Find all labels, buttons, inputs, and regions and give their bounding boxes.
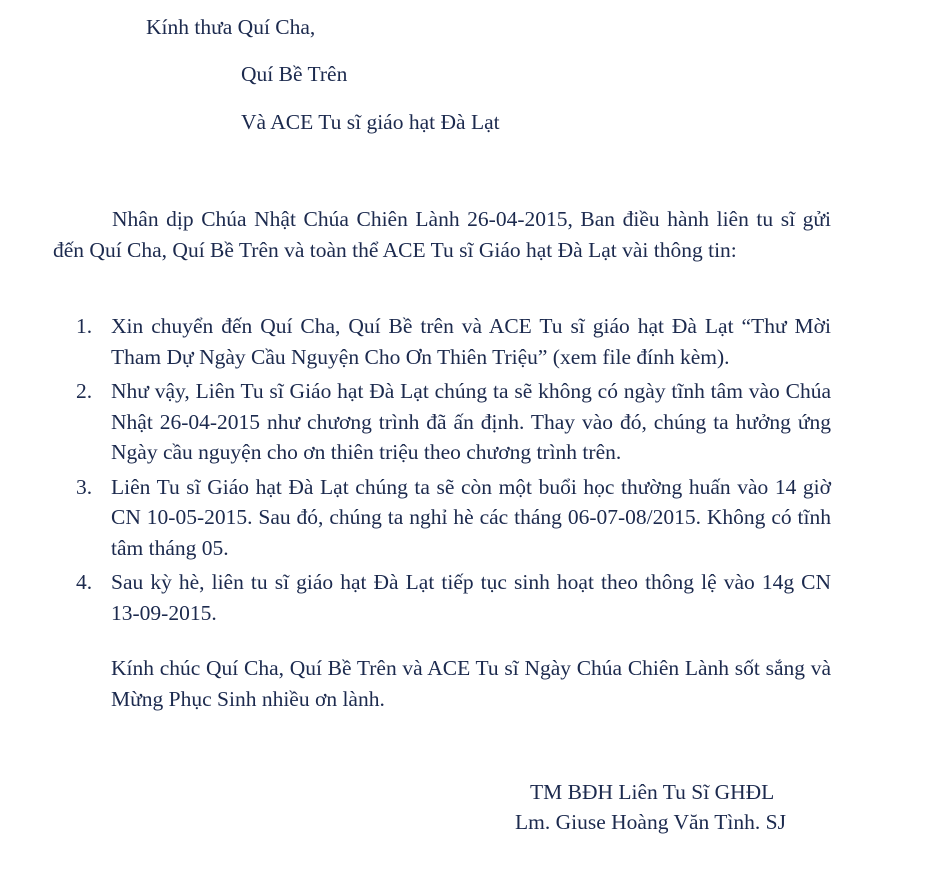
list-item-number: 1.: [76, 314, 93, 338]
list-item: [76, 311, 831, 372]
list-item-text: Sau kỳ hè, liên tu sĩ giáo hạt Đà Lạt tiếp tục sinh hoạt theo thông lệ vào 14g CN 13-09-2015.: [111, 570, 831, 625]
closing-paragraph: Kính chúc Quí Cha, Quí Bề Trên và ACE Tu sĩ Ngày Chúa Chiên Lành sốt sắng và Mừng Phục Sinh nhiều ơn lành.: [111, 656, 831, 711]
intro-paragraph: Nhân dịp Chúa Nhật Chúa Chiên Lành 26-04-2015, Ban điều hành liên tu sĩ gửi đến Quí Cha, Quí Bề Trên và toàn thể ACE Tu sĩ Giáo hạt Đà Lạt vài thông tin:: [53, 207, 831, 262]
list-item-text: Xin chuyển đến Quí Cha, Quí Bề trên và ACE Tu sĩ giáo hạt Đà Lạt “Thư Mời Tham Dự Ngày Cầu Nguyện Cho Ơn Thiên Triệu” (xem file đính kèm).: [111, 314, 831, 369]
list-item: [76, 376, 831, 468]
salutation-line-3: Và ACE Tu sĩ giáo hạt Đà Lạt: [241, 110, 500, 134]
list-item: [76, 567, 831, 628]
list-item-number: 3.: [76, 474, 93, 499]
list-item-text: Liên Tu sĩ Giáo hạt Đà Lạt chúng ta sẽ còn một buổi học thường huấn vào 14 giờ CN 10-05-2015. Sau đó, chúng ta nghỉ hè các tháng 06-07-08/2015. Không có tĩnh tâm tháng 05.: [111, 474, 831, 560]
list-item-number: 4.: [76, 570, 93, 594]
signature-name: Lm. Giuse Hoàng Văn Tình. SJ: [515, 810, 786, 834]
list-item: [76, 472, 831, 564]
salutation-line-1: Kính thưa Quí Cha,: [146, 15, 316, 39]
salutation-line-2: Quí Bề Trên: [241, 62, 348, 86]
list-item-number: 2.: [76, 379, 93, 403]
signature-title: TM BĐH Liên Tu Sĩ GHĐL: [530, 780, 775, 804]
announcement-list: [76, 311, 831, 632]
list-item-text: Như vậy, Liên Tu sĩ Giáo hạt Đà Lạt chúng ta sẽ không có ngày tĩnh tâm vào Chúa Nhật 26-04-2015 như chương trình đã ấn định. Thay vào đó, chúng ta hưởng ứng Ngày cầu nguyện cho ơn thiên triệu theo chương trình trên.: [111, 379, 831, 464]
